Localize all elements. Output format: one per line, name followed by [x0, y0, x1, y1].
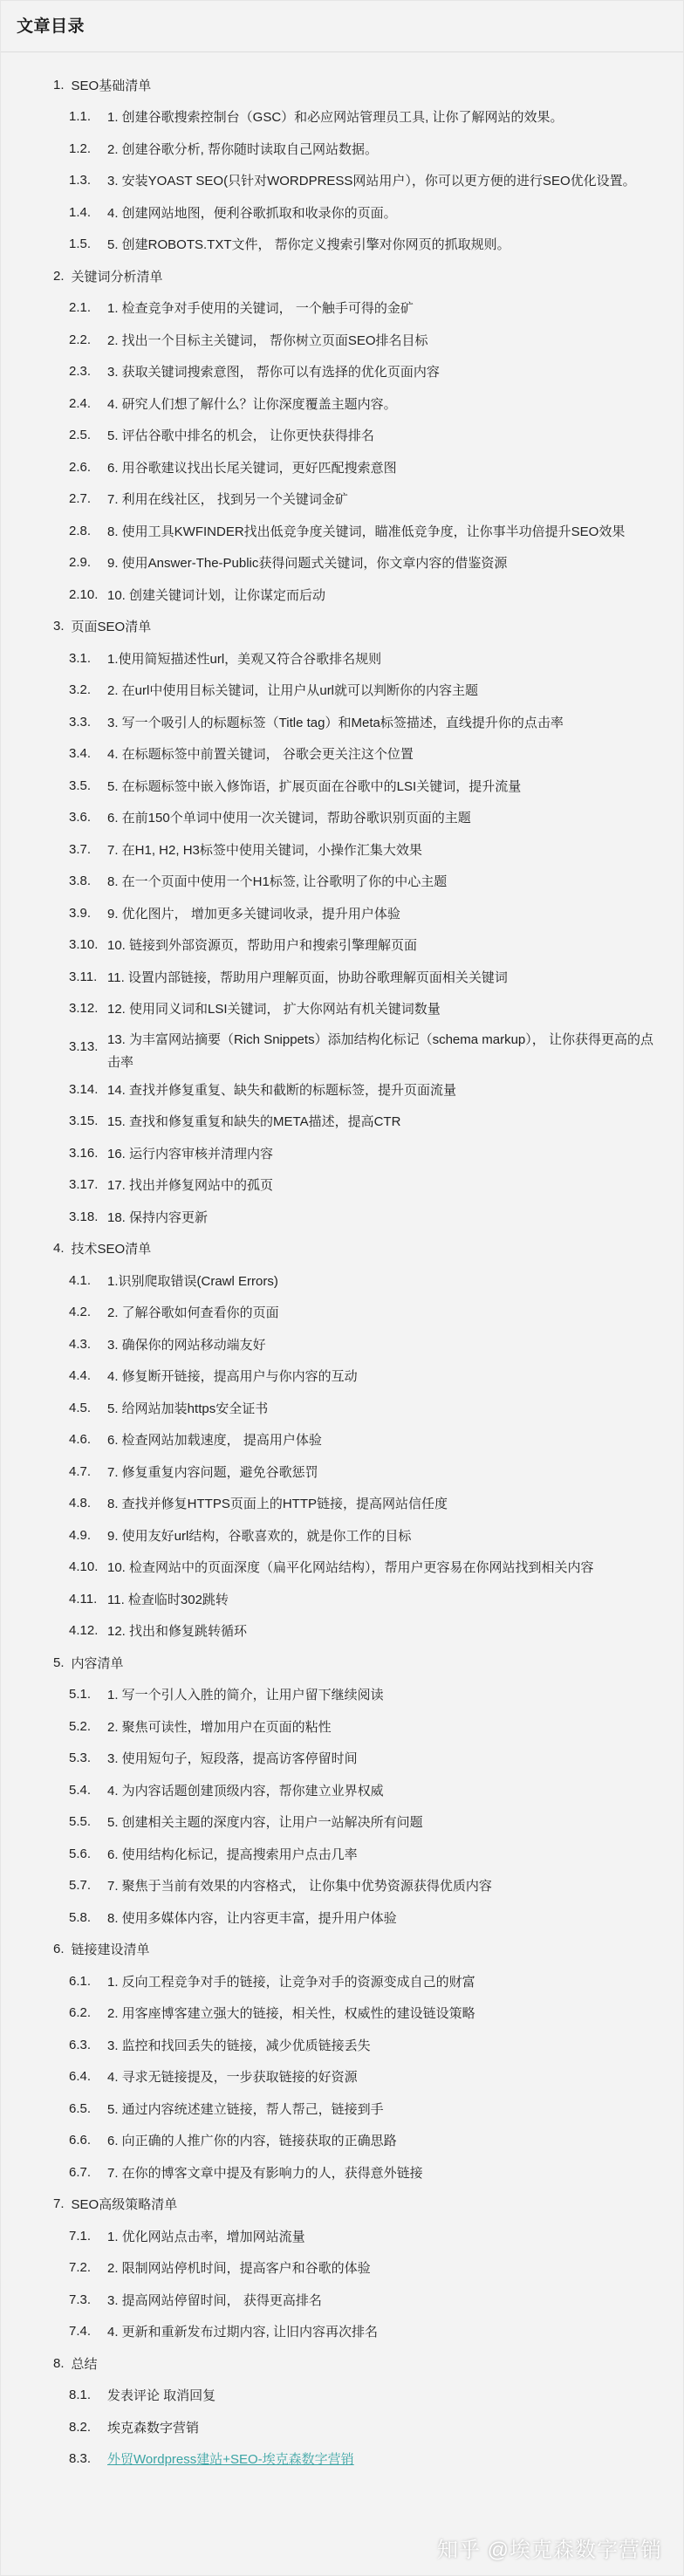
item-number: 8.3.: [69, 2451, 92, 2467]
item-text: 4. 研究人们想了解什么？让你深度覆盖主题内容。: [107, 396, 397, 412]
section-label: 总结: [71, 2356, 98, 2372]
toc-item[interactable]: [1, 547, 684, 579]
toc-item[interactable]: [1, 2380, 684, 2412]
item-number: 3.18.: [69, 1209, 99, 1224]
section-label: 技术SEO清单: [71, 1242, 152, 1257]
toc-item[interactable]: [1, 579, 684, 611]
item-text: 18. 保持内容更新: [107, 1209, 209, 1225]
toc-item[interactable]: [1, 1838, 684, 1870]
item-text: 6. 使用结构化标记，提高搜索用户点击几率: [107, 1846, 358, 1862]
section-label: 页面SEO清单: [71, 620, 152, 635]
toc-item[interactable]: [1, 675, 684, 707]
item-number: 6.2.: [69, 2005, 92, 2021]
item-text: 3. 提高网站停留时间， 获得更高排名: [107, 2292, 322, 2308]
item-number: 3.1.: [69, 650, 92, 666]
item-number: 5.7.: [69, 1878, 92, 1894]
toc-item[interactable]: [1, 1806, 684, 1839]
item-number: 2.1.: [69, 300, 92, 316]
toc-item[interactable]: [1, 1997, 684, 2030]
item-text: 8. 查找并修复HTTPS页面上的HTTP链接，提高网站信任度: [107, 1497, 448, 1512]
item-number: 3.6.: [69, 810, 92, 826]
toc-section-heading[interactable]: [1, 2347, 684, 2380]
item-text: 7. 利用在线社区， 找到另一个关键词金矿: [107, 492, 348, 508]
toc-section-heading[interactable]: [1, 1647, 684, 1679]
toc-item[interactable]: [1, 738, 684, 771]
item-text: 11. 设置内部链接，帮助用户理解页面，协助谷歌理解页面相关关键词: [107, 969, 508, 985]
toc-item[interactable]: [1, 324, 684, 356]
item-text: 3. 写一个吸引人的标题标签（Title tag）和Meta标签描述，直线提升你的点击率: [107, 715, 564, 730]
item-text: 5. 通过内容统述建立链接，帮人帮己，链接到手: [107, 2101, 384, 2117]
item-number: 5.2.: [69, 1718, 92, 1734]
item-number: 6.5.: [69, 2100, 92, 2116]
item-text: 外贸Wordpress建站+SEO-埃克森数字营销: [107, 2452, 354, 2468]
item-text: 7. 在H1, H2, H3标签中使用关键词，小操作汇集大效果: [107, 842, 422, 858]
item-text: 14. 查找并修复重复、缺失和截断的标题标签，提升页面流量: [107, 1082, 457, 1098]
item-text: 15. 查找和修复重复和缺失的META描述，提高CTR: [107, 1114, 401, 1130]
toc-item[interactable]: [1, 1519, 684, 1552]
toc-item[interactable]: [1, 2093, 684, 2125]
toc-item[interactable]: [1, 101, 684, 134]
title-divider: [1, 51, 683, 52]
item-text: 16. 运行内容审核并清理内容: [107, 1146, 274, 1161]
toc-section-heading[interactable]: [1, 611, 684, 643]
item-number: 3.16.: [69, 1145, 99, 1161]
toc-item[interactable]: [1, 1456, 684, 1488]
toc-item[interactable]: [1, 866, 684, 898]
item-text: 6. 检查网站加载速度， 提高用户体验: [107, 1433, 322, 1449]
item-number: 5.8.: [69, 1909, 92, 1925]
item-text: 1. 检查竞争对手使用的关键词， 一个触手可得的金矿: [107, 301, 414, 317]
item-number: 7.2.: [69, 2260, 92, 2276]
toc-section: [1, 69, 684, 260]
item-number: 7.1.: [69, 2228, 92, 2244]
item-number: 3.11.: [69, 969, 98, 984]
toc-item[interactable]: [1, 770, 684, 802]
item-text: 1.使用简短描述性url，美观又符合谷歌排名规则: [107, 651, 382, 667]
toc-item[interactable]: [1, 1106, 684, 1138]
item-number: 2.9.: [69, 555, 92, 571]
toc-section: [1, 2189, 684, 2348]
section-label: SEO高级策略清单: [71, 2197, 178, 2213]
item-number: 4.8.: [69, 1496, 92, 1511]
item-number: 5.1.: [69, 1687, 92, 1702]
toc-item[interactable]: [1, 1774, 684, 1806]
toc-item[interactable]: [1, 1201, 684, 1233]
section-number: 6.: [53, 1942, 65, 1957]
item-text: 6. 用谷歌建议找出长尾关键词，更好匹配搜索意图: [107, 460, 397, 476]
toc-link-item[interactable]: [1, 2443, 684, 2476]
toc-item[interactable]: [1, 1679, 684, 1711]
item-number: 6.4.: [69, 2069, 92, 2085]
toc-item[interactable]: [1, 483, 684, 516]
toc-item[interactable]: [1, 229, 684, 261]
toc-item[interactable]: [1, 1743, 684, 1775]
item-number: 5.3.: [69, 1750, 92, 1766]
item-number: 3.3.: [69, 714, 92, 730]
item-text: 2. 聚焦可读性，增加用户在页面的粘性: [107, 1719, 332, 1735]
item-text: 9. 使用友好url结构，谷歌喜欢的，就是你工作的目标: [107, 1528, 412, 1544]
item-number: 7.3.: [69, 2292, 92, 2307]
toc-item[interactable]: [1, 515, 684, 547]
item-text: 2. 在url中使用目标关键词，让用户从url就可以判断你的内容主题: [107, 683, 479, 699]
item-number: 3.17.: [69, 1177, 99, 1193]
item-text: 8. 使用多媒体内容，让内容更丰富，提升用户体验: [107, 1910, 397, 1926]
item-text: 12. 使用同义词和LSI关键词， 扩大你网站有机关键词数量: [107, 1002, 441, 1017]
toc-item[interactable]: [1, 642, 684, 675]
toc-item[interactable]: [1, 833, 684, 866]
item-number: 1.2.: [69, 140, 92, 156]
item-text: 2. 找出一个目标主关键词， 帮你树立页面SEO排名目标: [107, 332, 428, 348]
toc-section: [1, 2347, 684, 2475]
item-text: 4. 在标题标签中前置关键词， 谷歌会更关注这个位置: [107, 747, 414, 763]
toc-item[interactable]: [1, 420, 684, 452]
item-text: 5. 给网站加装https安全证书: [107, 1401, 269, 1416]
toc-item[interactable]: [1, 133, 684, 165]
item-text: 1. 创建谷歌搜索控制台（GSC）和必应网站管理员工具, 让你了解网站的效果。: [107, 110, 564, 126]
toc-section-heading[interactable]: [1, 260, 684, 292]
watermark: 知乎 @埃克森数字营销: [436, 2538, 662, 2562]
toc-item[interactable]: [1, 387, 684, 420]
item-text: 3. 监控和找回丢失的链接，减少优质链接丢失: [107, 2038, 371, 2053]
toc-item[interactable]: [1, 356, 684, 388]
item-number: 4.2.: [69, 1305, 92, 1320]
toc-item[interactable]: [1, 2316, 684, 2348]
toc-item[interactable]: [1, 706, 684, 738]
item-text: 3. 使用短句子，短段落，提高访客停留时间: [107, 1751, 358, 1767]
item-number: 6.7.: [69, 2164, 92, 2180]
item-number: 4.12.: [69, 1623, 99, 1639]
toc-item[interactable]: [1, 993, 684, 1025]
item-text: 10. 链接到外部资源页，帮助用户和搜索引擎理解页面: [107, 938, 418, 954]
item-number: 2.10.: [69, 586, 99, 602]
toc-item[interactable]: [1, 1392, 684, 1424]
toc-item[interactable]: [1, 2252, 684, 2285]
item-text: 4. 更新和重新发布过期内容, 让旧内容再次排名: [107, 2325, 379, 2340]
toc-item[interactable]: [1, 2284, 684, 2316]
item-text: 10. 检查网站中的页面深度（扁平化网站结构），帮用户更容易在你网站找到相关内容: [107, 1560, 594, 1576]
section-label: SEO基础清单: [71, 78, 152, 93]
toc-item[interactable]: [1, 929, 684, 962]
item-number: 4.5.: [69, 1400, 92, 1415]
toc-item[interactable]: [1, 2220, 684, 2252]
toc-item[interactable]: [1, 1424, 684, 1456]
toc-section-heading[interactable]: [1, 69, 684, 101]
section-label: 链接建设清单: [71, 1942, 150, 1958]
toc-item[interactable]: [1, 1328, 684, 1360]
item-number: 4.10.: [69, 1559, 99, 1575]
toc-item[interactable]: [1, 1137, 684, 1169]
item-text: 5. 创建相关主题的深度内容，让用户一站解决所有问题: [107, 1815, 423, 1831]
item-text: 11. 检查临时302跳转: [107, 1592, 229, 1607]
toc-item[interactable]: [1, 2125, 684, 2157]
item-number: 2.4.: [69, 395, 92, 411]
item-number: 1.4.: [69, 204, 92, 220]
item-number: 3.7.: [69, 841, 92, 857]
item-number: 4.1.: [69, 1272, 92, 1288]
toc-item[interactable]: [1, 2061, 684, 2093]
section-number: 8.: [53, 2355, 65, 2371]
item-number: 3.15.: [69, 1113, 99, 1129]
item-text: 2. 创建谷歌分析, 帮你随时读取自己网站数据。: [107, 141, 379, 157]
section-label: 关键词分析清单: [71, 269, 163, 284]
toc-item[interactable]: [1, 1297, 684, 1329]
item-number: 4.4.: [69, 1368, 92, 1384]
toc-section-heading[interactable]: [1, 2189, 684, 2221]
toc-title: 文章目录: [17, 17, 86, 36]
toc-item[interactable]: [1, 1583, 684, 1615]
item-text: 17. 找出并修复网站中的孤页: [107, 1178, 274, 1194]
item-text: 6. 向正确的人推广你的内容，链接获取的正确思路: [107, 2134, 397, 2149]
item-number: 2.2.: [69, 332, 92, 347]
item-number: 5.5.: [69, 1814, 92, 1830]
item-text: 10. 创建关键词计划，让你谋定而后动: [107, 587, 326, 603]
item-text: 5. 在标题标签中嵌入修饰语，扩展页面在谷歌中的LSI关键词，提升流量: [107, 778, 522, 794]
item-text: 7. 在你的博客文章中提及有影响力的人，获得意外链接: [107, 2165, 423, 2181]
item-number: 7.4.: [69, 2324, 92, 2340]
toc-item[interactable]: [1, 1024, 684, 1073]
section-number: 1.: [53, 77, 65, 92]
toc-item[interactable]: [1, 165, 684, 197]
toc-item[interactable]: [1, 1552, 684, 1584]
item-number: 5.6.: [69, 1846, 92, 1861]
toc-item[interactable]: [1, 1870, 684, 1902]
item-text: 3. 获取关键词搜索意图， 帮你可以有选择的优化页面内容: [107, 365, 440, 380]
toc-item[interactable]: [1, 1169, 684, 1202]
item-text: 埃克森数字营销: [107, 2420, 200, 2436]
toc-section: [1, 611, 684, 1233]
item-text: 4. 寻求无链接提及，一步获取链接的好资源: [107, 2070, 358, 2086]
section-label: 内容清单: [71, 1655, 124, 1671]
item-number: 2.5.: [69, 428, 92, 443]
item-number: 2.6.: [69, 459, 92, 475]
item-number: 6.3.: [69, 2037, 92, 2052]
item-number: 5.4.: [69, 1782, 92, 1798]
section-number: 7.: [53, 2196, 65, 2212]
toc-item[interactable]: [1, 961, 684, 993]
item-text: 1. 写一个引人入胜的简介，让用户留下继续阅读: [107, 1688, 384, 1703]
item-number: 3.8.: [69, 874, 92, 889]
item-number: 3.10.: [69, 937, 99, 953]
item-text: 9. 优化图片， 增加更多关键词收录，提升用户体验: [107, 906, 400, 921]
toc-section-heading[interactable]: [1, 1233, 684, 1265]
toc-item[interactable]: [1, 1710, 684, 1743]
item-text: 12. 找出和修复跳转循环: [107, 1624, 248, 1640]
section-number: 2.: [53, 268, 65, 284]
toc-item[interactable]: [1, 1615, 684, 1648]
toc-item[interactable]: [1, 292, 684, 325]
item-number: 8.1.: [69, 2388, 92, 2403]
item-number: 3.13.: [69, 1039, 99, 1054]
toc-section: [1, 1934, 684, 2189]
item-text: 9. 使用Answer-The-Public获得问题式关键词，你文章内容的借鉴资源: [107, 556, 508, 572]
item-text: 8. 在一个页面中使用一个H1标签, 让谷歌明了你的中心主题: [107, 874, 448, 890]
item-number: 3.4.: [69, 746, 92, 762]
section-number: 5.: [53, 1655, 65, 1670]
toc-item[interactable]: [1, 802, 684, 834]
item-text: 1.识别爬取错误(Crawl Errors): [107, 1273, 278, 1289]
item-text: 4. 修复断开链接，提高用户与你内容的互动: [107, 1369, 358, 1385]
item-number: 3.5.: [69, 778, 92, 793]
item-number: 2.3.: [69, 364, 92, 380]
item-text: 发表评论 取消回复: [107, 2388, 216, 2404]
item-number: 2.8.: [69, 523, 92, 538]
item-number: 2.7.: [69, 491, 92, 507]
toc-section: [1, 260, 684, 611]
toc-section: [1, 1233, 684, 1648]
toc-item[interactable]: [1, 1360, 684, 1393]
item-number: 4.11.: [69, 1591, 98, 1607]
item-text: 5. 评估谷歌中排名的机会， 让你更快获得排名: [107, 428, 374, 444]
toc-item[interactable]: [1, 2156, 684, 2189]
item-text: 6. 在前150个单词中使用一次关键词，帮助谷歌识别页面的主题: [107, 811, 471, 826]
item-number: 1.3.: [69, 173, 92, 188]
item-number: 4.7.: [69, 1463, 92, 1479]
item-text: 7. 修复重复内容问题，避免谷歌惩罚: [107, 1464, 318, 1480]
item-number: 4.3.: [69, 1336, 92, 1352]
item-text: 13. 为丰富网站摘要（Rich Snippets）添加结构化标记（schema markup）， 让你获得更高的点击率: [107, 1032, 653, 1070]
toc-section: [1, 1647, 684, 1934]
item-text: 4. 为内容话题创建顶级内容，帮你建立业界权威: [107, 1783, 384, 1798]
toc-item[interactable]: [1, 897, 684, 929]
item-number: 8.2.: [69, 2419, 92, 2435]
section-number: 4.: [53, 1241, 65, 1257]
item-text: 1. 反向工程竞争对手的链接，让竞争对手的资源变成自己的财富: [107, 1974, 475, 1990]
item-text: 2. 了解谷歌如何查看你的页面: [107, 1305, 279, 1321]
item-number: 3.9.: [69, 905, 92, 921]
item-text: 2. 用客座博客建立强大的链接，相关性，权威性的建设链设策略: [107, 2006, 475, 2022]
toc-item[interactable]: [1, 1965, 684, 1997]
toc-item[interactable]: [1, 1901, 684, 1934]
item-number: 6.1.: [69, 1973, 92, 1989]
item-text: 5. 创建ROBOTS.TXT文件， 帮你定义搜索引擎对你网页的抓取规则。: [107, 237, 510, 253]
toc-item[interactable]: [1, 2029, 684, 2061]
item-text: 4. 创建网站地图，便利谷歌抓取和收录你的页面。: [107, 205, 397, 221]
item-text: 2. 限制网站停机时间，提高客户和谷歌的体验: [107, 2261, 371, 2277]
item-number: 1.1.: [69, 109, 92, 125]
item-number: 4.9.: [69, 1527, 92, 1543]
item-text: 7. 聚焦于当前有效果的内容格式， 让你集中优势资源获得优质内容: [107, 1879, 492, 1894]
toc-item[interactable]: [1, 1488, 684, 1520]
toc-item[interactable]: [1, 196, 684, 229]
toc-item[interactable]: [1, 1073, 684, 1106]
item-number: 3.12.: [69, 1001, 99, 1017]
item-number: 1.5.: [69, 236, 92, 252]
toc-item[interactable]: [1, 1264, 684, 1297]
item-number: 6.6.: [69, 2133, 92, 2148]
item-number: 4.6.: [69, 1432, 92, 1448]
toc-item[interactable]: [1, 451, 684, 483]
toc-item[interactable]: [1, 2411, 684, 2443]
item-number: 3.2.: [69, 682, 92, 698]
item-text: 3. 确保你的网站移动端友好: [107, 1337, 266, 1353]
toc-list: [1, 69, 684, 2475]
section-number: 3.: [53, 619, 65, 634]
toc-section-heading[interactable]: [1, 1934, 684, 1966]
item-text: 8. 使用工具KWFINDER找出低竞争度关键词，瞄准低竞争度，让你事半功倍提升SEO效果: [107, 524, 626, 539]
item-number: 3.14.: [69, 1081, 99, 1097]
item-text: 3. 安装YOAST SEO(只针对WORDPRESS网站用户），你可以更方便的进行SEO优化设置。: [107, 174, 636, 189]
item-text: 1. 优化网站点击率，增加网站流量: [107, 2229, 305, 2244]
